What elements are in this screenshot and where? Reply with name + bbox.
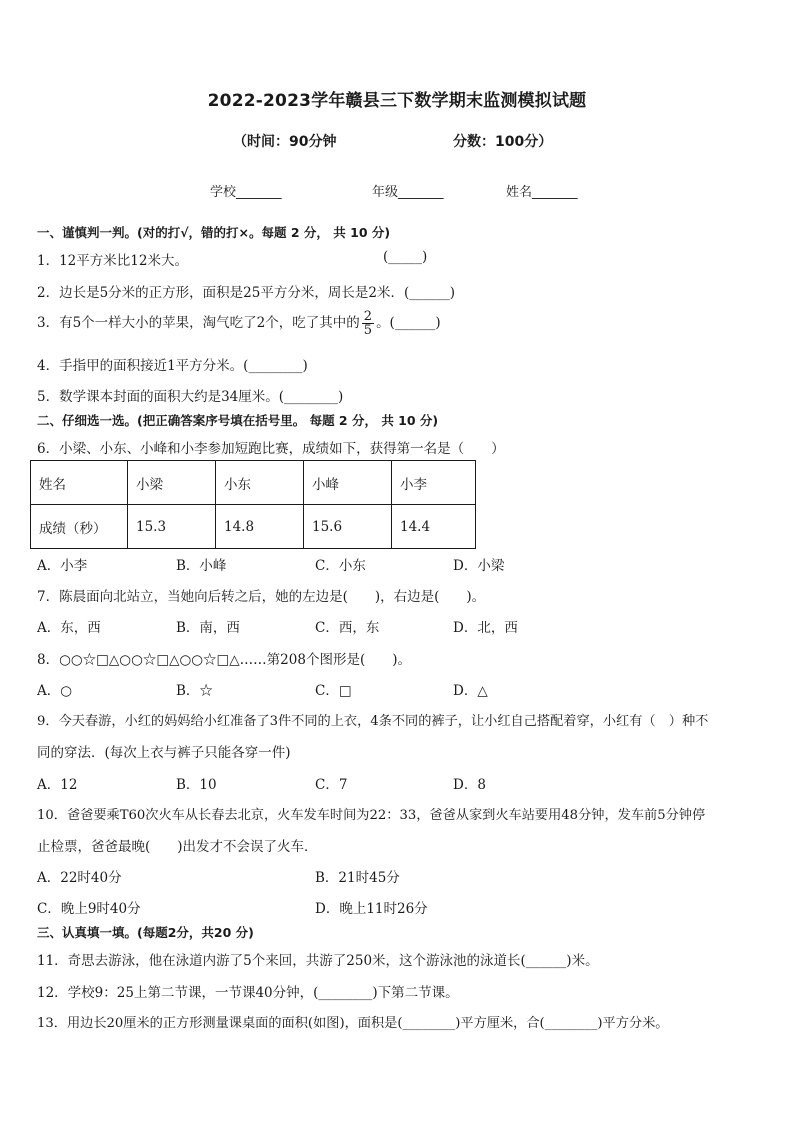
table-row (31, 461, 476, 505)
question-10-line-1: 10．爸爸要乘T60次火车从长春去北京，火车发车时间为22：33，爸爸从家到火车站要用48分钟，发车前5分钟停 (37, 808, 706, 823)
question-3-blank: 。(______) (376, 315, 441, 331)
fraction-denominator: 5 (363, 323, 373, 338)
question-10-line-2: 止检票，爸爸最晚( )出发才不会误了火车． (37, 839, 318, 855)
question-12: 12．学校9：25上第二节课，一节课40分钟，(________)下第二节课。 (37, 985, 459, 1001)
question-11: 11．奇思去游泳，他在泳道内游了5个来回，共游了250米，这个游泳池的泳道长(______)米。 (37, 953, 599, 969)
q9-option-a: A．12 (37, 777, 78, 793)
q9-option-d: D．8 (453, 777, 486, 793)
q7-option-b: B．南，西 (176, 620, 240, 636)
q10-option-a: A．22时40分 (37, 870, 122, 886)
question-8: 8．○○☆□△○○☆□△○○☆□△……第208个图形是( )。 (37, 652, 411, 668)
q8-option-d: D．△ (453, 683, 488, 699)
question-6: 6．小梁、小东、小峰和小李参加短跑比赛，成绩如下，获得第一名是（ ） (37, 441, 505, 457)
q8-option-b: B．☆ (176, 683, 213, 699)
question-1: 1．12平方米比12米大。 (37, 253, 188, 269)
q10-option-b: B．21时45分 (315, 870, 400, 886)
table-cell: 15.6 (304, 505, 392, 549)
fraction-two-fifths (362, 310, 374, 337)
q10-option-d: D．晚上11时26分 (315, 901, 428, 917)
q8-option-a: A．○ (37, 683, 73, 699)
question-2: 2．边长是5分米的正方形，面积是25平方分米，周长是2米．(______) (37, 285, 455, 301)
table-cell: 姓名 (31, 461, 128, 505)
q7-option-c: C．西，东 (315, 620, 380, 636)
q6-option-b: B．小峰 (176, 558, 227, 574)
table-cell: 小峰 (304, 461, 392, 505)
table-row (31, 505, 476, 549)
table-cell: 成绩（秒） (31, 505, 128, 549)
q7-option-d: D．北，西 (453, 620, 518, 636)
exam-title: 2022-2023学年赣县三下数学期末监测模拟试题 (207, 91, 587, 111)
q6-option-a: A．小李 (37, 558, 88, 574)
table-cell: 小东 (216, 461, 304, 505)
grade-field: 年级_______ (372, 185, 444, 200)
q9-option-c: C．7 (315, 777, 348, 793)
question-13: 13．用边长20厘米的正方形测量课桌面的面积(如图)，面积是(________)平方厘米，合(________)平方分米。 (37, 1016, 669, 1031)
name-field: 姓名_______ (506, 185, 578, 200)
race-results-table (30, 460, 476, 549)
question-9-line-2: 同的穿法．(每次上衣与裤子只能各穿一件) (37, 745, 291, 761)
q6-option-c: C．小东 (315, 558, 366, 574)
section-3-heading: 三、认真填一填。(每题2分，共20 分) (37, 925, 254, 940)
q7-option-a: A．东，西 (37, 620, 101, 636)
question-4: 4．手指甲的面积接近1平方分米。(________) (37, 358, 308, 374)
table-cell: 小李 (392, 461, 476, 505)
q10-option-c: C．晚上9时40分 (37, 901, 141, 917)
q9-option-b: B．10 (176, 777, 217, 793)
table-cell: 14.8 (216, 505, 304, 549)
question-3 (37, 310, 441, 337)
question-7: 7．陈晨面向北站立，当她向后转之后，她的左边是( )，右边是( )。 (37, 589, 486, 605)
score-info: 分数：100分） (453, 134, 553, 150)
table-cell: 14.4 (392, 505, 476, 549)
fraction-numerator: 2 (363, 309, 373, 324)
question-1-blank: (_____) (383, 249, 428, 265)
school-field: 学校_______ (210, 185, 282, 200)
table-cell: 15.3 (128, 505, 216, 549)
question-3-text: 3．有5个一样大小的苹果，淘气吃了2个，吃了其中的 (37, 315, 360, 331)
q8-option-c: C．□ (315, 683, 352, 699)
question-5: 5．数学课本封面的面积大约是34厘米。(________) (37, 389, 344, 405)
q6-option-d: D．小梁 (453, 558, 505, 574)
section-1-heading: 一、谨慎判一判。(对的打√，错的打×。每题 2 分， 共 10 分) (37, 225, 391, 240)
question-9-line-1: 9．今天春游，小红的妈妈给小红准备了3件不同的上衣，4条不同的裤子，让小红自己搭配着穿，小红有（ ）种不 (37, 714, 709, 729)
time-info: （时间：90分钟 (233, 134, 337, 150)
table-cell: 小梁 (128, 461, 216, 505)
section-2-heading: 二、仔细选一选。(把正确答案序号填在括号里。 每题 2 分， 共 10 分) (37, 413, 439, 428)
